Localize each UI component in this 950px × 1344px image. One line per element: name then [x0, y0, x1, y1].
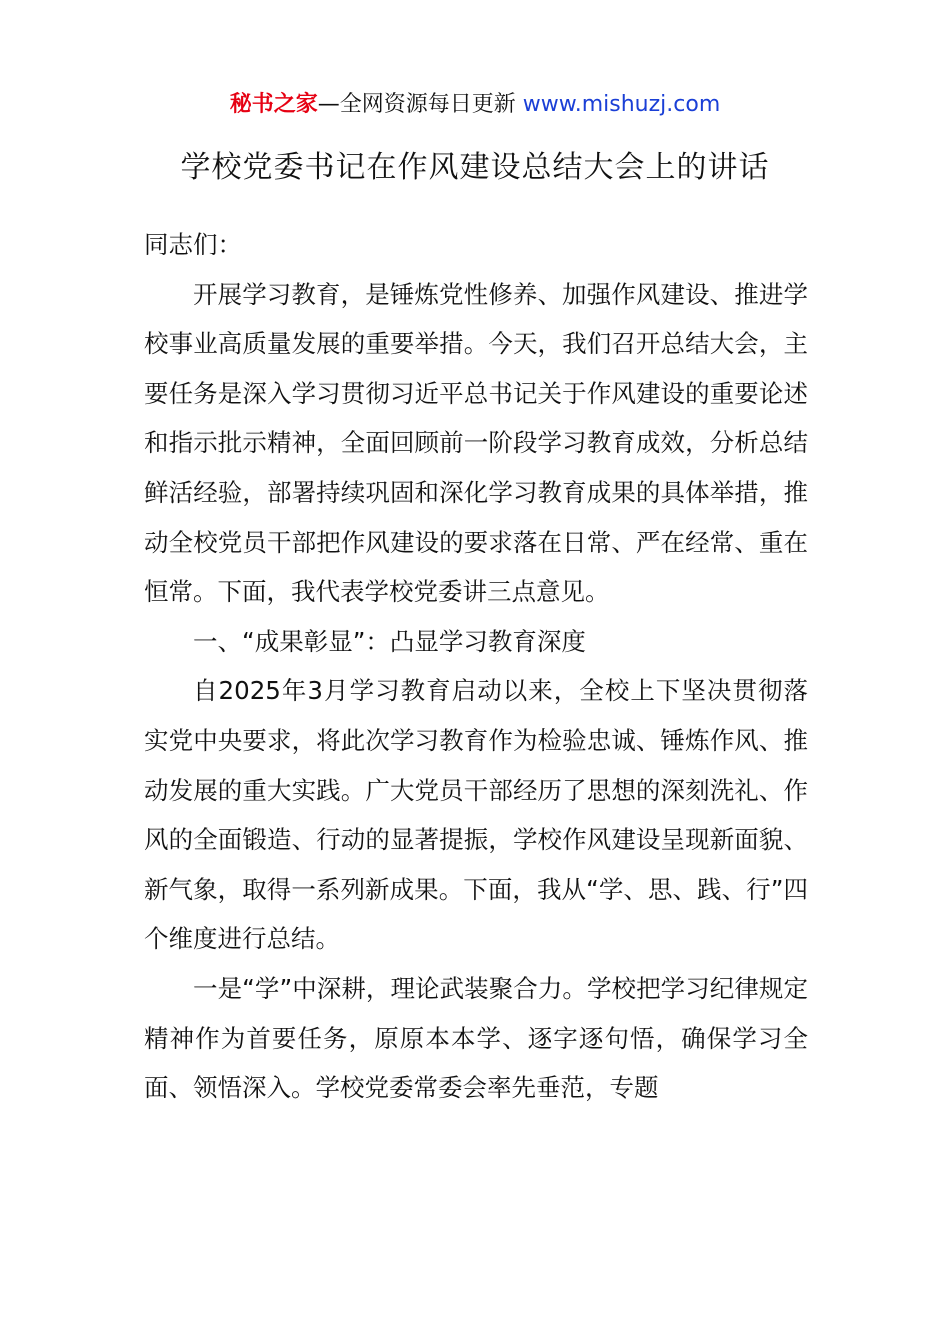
section-heading-1: 一、“成果彰显”：凸显学习教育深度	[193, 626, 586, 656]
brand-name: 秘书之家	[229, 92, 318, 117]
site-url-link[interactable]: www.mishuzj.com	[522, 92, 721, 117]
header-tagline: —全网资源每日更新	[317, 92, 523, 117]
paragraph-achievements: 自2025年3月学习教育启动以来，全校上下坚决贯彻落实党中央要求，将此次学习教育作为检验忠诚、锤炼作风、推动发展的重大实践。广大党员干部经历了思想的深刻洗礼、作风的全面锻造、行动的显著提振，学校作风建设呈现新面貌、新气象，取得一系列新成果。下面，我从“学、思、践、行”四个维度进行总结。	[144, 676, 808, 954]
salutation: 同志们：	[144, 230, 242, 259]
paragraph-intro: 开展学习教育，是锤炼党性修养、加强作风建设、推进学校事业高质量发展的重要举措。今天，我们召开总结大会，主要任务是深入学习贯彻习近平总书记关于作风建设的重要论述和指示批示精神，全面回顾前一阶段学习教育成效，分析总结鲜活经验，部署持续巩固和深化学习教育成果的具体举措，推动全校党员干部把作风建设的要求落在日常、严在经常、重在恒常。下面，我代表学校党委讲三点意见。	[144, 279, 808, 607]
document-body	[144, 220, 808, 1113]
document-title: 学校党委书记在作风建设总结大会上的讲话	[180, 150, 770, 185]
paragraph-study: 一是“学”中深耕，理论武装聚合力。学校把学习纪律规定精神作为首要任务，原原本本学、逐字逐句悟，确保学习全面、领悟深入。学校党委常委会率先垂范，专题	[144, 973, 808, 1103]
site-header	[0, 88, 950, 122]
